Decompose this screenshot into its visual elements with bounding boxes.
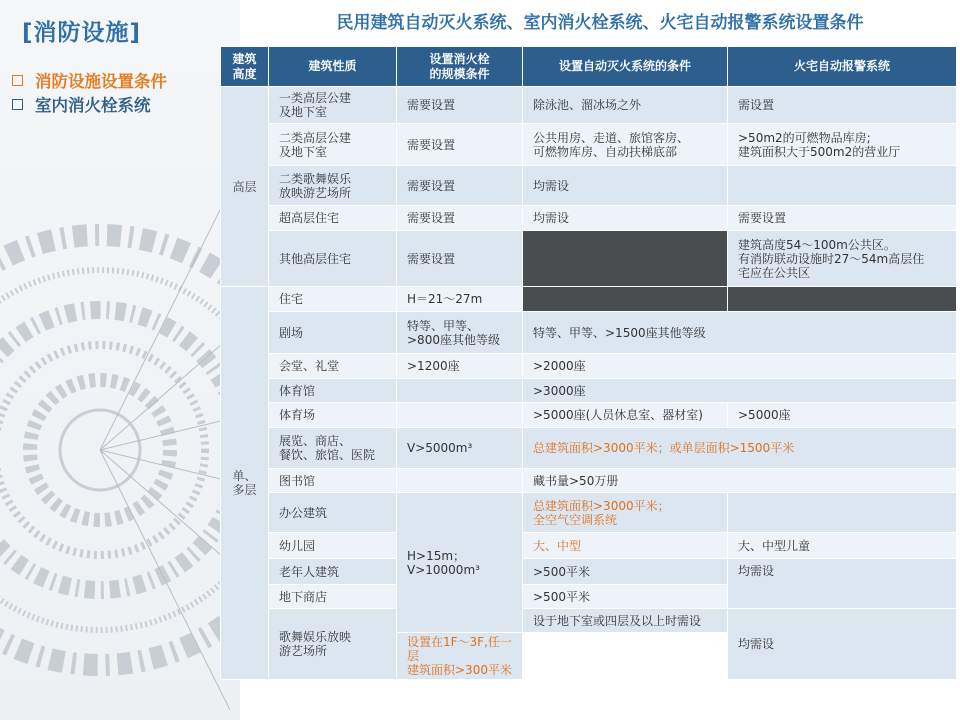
cell-alarm	[728, 166, 957, 206]
cell-alarm-not-applicable	[728, 287, 957, 312]
cell-nature: 剧场	[269, 312, 397, 354]
table-row	[221, 469, 957, 493]
cell-extinguish: 总建筑面积>3000平米； 全空气空调系统	[523, 493, 728, 533]
section-title: [消防设施]	[22, 20, 142, 46]
table-row	[221, 559, 957, 585]
group-label-high-rise: 高层	[221, 87, 269, 287]
table-row	[221, 206, 957, 231]
cell-extinguish: 公共用房、走道、旅馆客房、 可燃物库房、自动扶梯底部	[523, 124, 728, 166]
cell-hydrant	[397, 379, 523, 403]
header-auto-extinguish-condition: 设置自动灭火系统的条件	[523, 47, 728, 87]
cell-extinguish-secondary: 设置在1F～3F,任一层 建筑面积>300平米	[397, 633, 523, 680]
table-row	[221, 533, 957, 559]
table-row	[221, 354, 957, 379]
cell-alarm: 建筑高度54～100m公共区。 有消防联动设施时27～54m高层住 宅应在公共区	[728, 231, 957, 287]
cell-alarm: >5000座	[728, 403, 957, 428]
cell-alarm: 需设置	[728, 87, 957, 124]
cell-merged-condition: 总建筑面积>3000平米；或单层面积>1500平米	[523, 428, 957, 469]
cell-nature: 超高层住宅	[269, 206, 397, 231]
cell-extinguish: 均需设	[523, 206, 728, 231]
nav-item-fire-facility-conditions[interactable]	[12, 68, 167, 92]
cell-extinguish: 除泳池、溜冰场之外	[523, 87, 728, 124]
cell-hydrant: 需要设置	[397, 206, 523, 231]
conditions-table-wrapper	[220, 46, 956, 680]
header-building-height: 建筑 高度	[221, 47, 269, 87]
page-title: 民用建筑自动灭火系统、室内消火栓系统、火宅自动报警系统设置条件	[336, 13, 864, 33]
checkbox-icon	[12, 99, 23, 110]
header-fire-alarm-system: 火宅自动报警系统	[728, 47, 957, 87]
cell-nature: 幼儿园	[269, 533, 397, 559]
cell-hydrant: 需要设置	[397, 166, 523, 206]
cell-hydrant	[397, 403, 523, 428]
cell-nature: 歌舞娱乐放映 游艺场所	[269, 609, 397, 680]
cell-alarm: 需要设置	[728, 206, 957, 231]
cell-extinguish: >500平米	[523, 585, 728, 609]
cell-extinguish: >500平米	[523, 559, 728, 585]
header-building-nature: 建筑性质	[269, 47, 397, 87]
cell-merged-condition: 特等、甲等、>1500座其他等级	[523, 312, 957, 354]
cell-hydrant: 需要设置	[397, 87, 523, 124]
cell-nature: 二类高层公建 及地下室	[269, 124, 397, 166]
cell-nature: 体育馆	[269, 379, 397, 403]
cell-extinguish-not-applicable	[523, 231, 728, 287]
table-row	[221, 609, 957, 633]
cell-merged-condition: 藏书量>50万册	[523, 469, 957, 493]
cell-alarm: 大、中型儿童	[728, 533, 957, 559]
table-row	[221, 493, 957, 533]
header-hydrant-condition: 设置消火栓 的规模条件	[397, 47, 523, 87]
cell-nature: 其他高层住宅	[269, 231, 397, 287]
cell-nature: 体育场	[269, 403, 397, 428]
cell-extinguish-not-applicable	[523, 287, 728, 312]
cell-nature: 老年人建筑	[269, 559, 397, 585]
cell-nature: 图书馆	[269, 469, 397, 493]
cell-hydrant: H＝21～27m	[397, 287, 523, 312]
table-row	[221, 231, 957, 287]
sidebar-nav	[12, 68, 167, 116]
cell-hydrant	[397, 469, 523, 493]
nav-item-indoor-hydrant[interactable]	[12, 92, 167, 116]
nav-item-label: 消防设施设置条件	[35, 72, 167, 91]
cell-hydrant-merged: H>15m； V>10000m³	[397, 493, 523, 633]
table-row	[221, 166, 957, 206]
conditions-table	[220, 46, 957, 680]
cell-hydrant: 需要设置	[397, 124, 523, 166]
cell-nature: 住宅	[269, 287, 397, 312]
cell-hydrant: V>5000m³	[397, 428, 523, 469]
decorative-radial-graphic	[0, 190, 240, 710]
cell-extinguish: 均需设	[523, 166, 728, 206]
table-row	[221, 124, 957, 166]
cell-alarm: >50m2的可燃物品库房; 建筑面积大于500m2的营业厅	[728, 124, 957, 166]
table-row	[221, 379, 957, 403]
table-row	[221, 428, 957, 469]
nav-item-label: 室内消火栓系统	[35, 96, 151, 115]
cell-nature: 展览、商店、 餐饮、旅馆、医院	[269, 428, 397, 469]
table-row	[221, 403, 957, 428]
table-header-row	[221, 47, 957, 87]
cell-merged-condition: >2000座	[523, 354, 957, 379]
cell-alarm	[728, 493, 957, 533]
cell-nature: 会堂、礼堂	[269, 354, 397, 379]
left-panel	[0, 0, 240, 720]
cell-nature: 地下商店	[269, 585, 397, 609]
cell-hydrant: 特等、甲等、 >800座其他等级	[397, 312, 523, 354]
cell-alarm: 均需设	[728, 609, 957, 680]
checkbox-icon	[12, 75, 23, 86]
group-label-low-rise: 单、 多层	[221, 287, 269, 680]
table-row	[221, 287, 957, 312]
cell-nature: 二类歌舞娱乐 放映游艺场所	[269, 166, 397, 206]
table-row	[221, 312, 957, 354]
cell-extinguish: >5000座(人员休息室、器材室)	[523, 403, 728, 428]
cell-hydrant: >1200座	[397, 354, 523, 379]
cell-extinguish: 设于地下室或四层及以上时需设	[523, 609, 728, 633]
cell-merged-condition: >3000座	[523, 379, 957, 403]
table-row	[221, 87, 957, 124]
cell-extinguish: 大、中型	[523, 533, 728, 559]
cell-nature: 办公建筑	[269, 493, 397, 533]
cell-nature: 一类高层公建 及地下室	[269, 87, 397, 124]
cell-hydrant: 需要设置	[397, 231, 523, 287]
cell-alarm: 均需设	[728, 559, 957, 609]
